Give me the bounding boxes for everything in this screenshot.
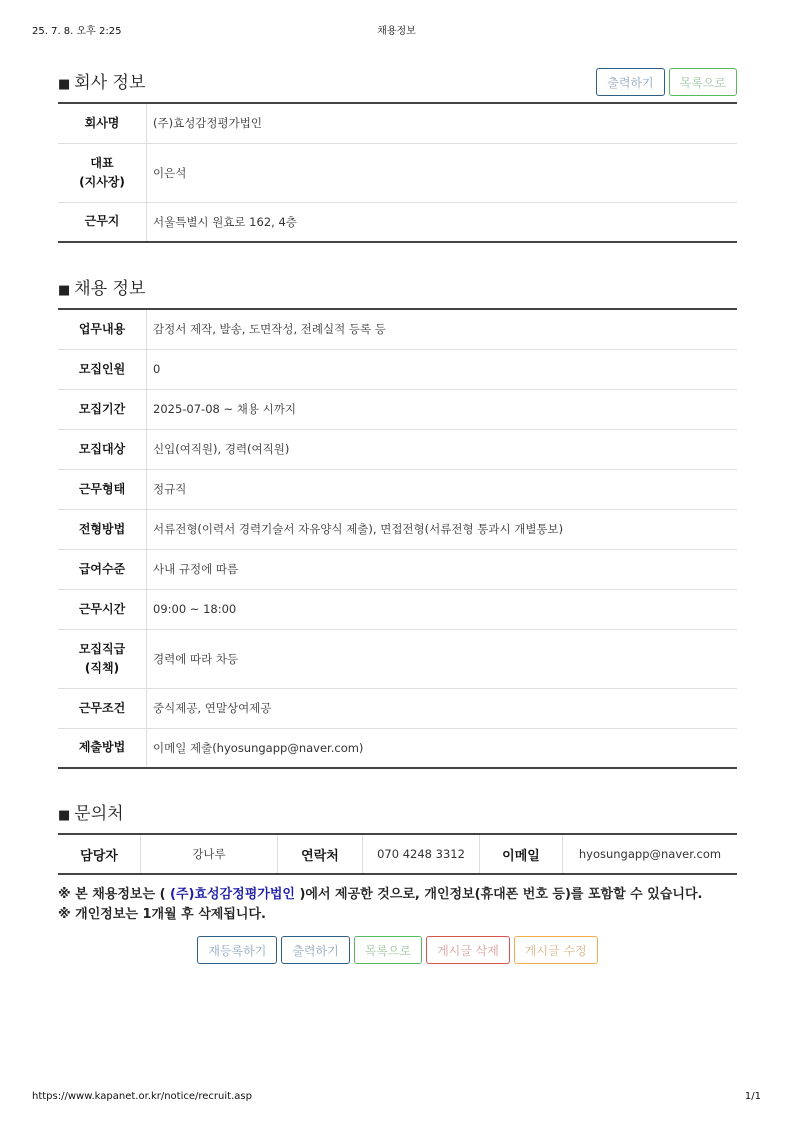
row-label: 대표 (지사장) [58, 143, 147, 202]
table-row [58, 629, 737, 688]
table-row [58, 834, 737, 874]
row-label: 근무조건 [58, 688, 147, 728]
row-label: 모집인원 [58, 349, 147, 389]
manager-label: 담당자 [58, 834, 141, 874]
row-label: 모집직급 (직책) [58, 629, 147, 688]
company-head-buttons [596, 68, 737, 96]
row-value: 중식제공, 연말상여제공 [147, 688, 738, 728]
row-value: 이메일 제출(hyosungapp@naver.com) [153, 740, 364, 755]
edit-post-button[interactable]: 게시글 수정 [514, 936, 598, 964]
row-label: 업무내용 [58, 309, 147, 349]
company-info-table [58, 102, 737, 243]
print-header [32, 22, 761, 36]
row-label: 근무형태 [58, 469, 147, 509]
table-row [58, 202, 737, 242]
square-bullet-icon: ■ [58, 77, 71, 92]
contact-section-head [58, 795, 737, 833]
table-row [58, 688, 737, 728]
print-button-bottom[interactable]: 출력하기 [281, 936, 349, 964]
row-value: 감정서 제작, 발송, 도면작성, 전례실적 등록 등 [147, 309, 738, 349]
recruit-content [58, 64, 737, 964]
row-value: 정규직 [147, 469, 738, 509]
square-bullet-icon: ■ [58, 283, 71, 298]
recruit-section-title: ■ 채용 정보 [58, 279, 146, 299]
email-label: 이메일 [480, 834, 563, 874]
row-label: 근무시간 [58, 589, 147, 629]
phone-value: 070 4248 3312 [363, 834, 480, 874]
contact-table [58, 833, 737, 875]
row-value: 이은석 [147, 143, 738, 202]
notice-company: (주)효성감정평가법인 [170, 887, 295, 902]
table-row [58, 728, 737, 768]
back-to-list-button-bottom[interactable]: 목록으로 [354, 936, 422, 964]
table-row [58, 309, 737, 349]
row-label: 회사명 [58, 103, 147, 143]
square-bullet-icon: ■ [58, 808, 71, 823]
company-section-head [58, 64, 737, 102]
print-footer [32, 1091, 761, 1105]
row-label: 모집대상 [58, 429, 147, 469]
row-label: 제출방법 [58, 728, 147, 768]
row-label: 전형방법 [58, 509, 147, 549]
contact-section-title: ■ 문의처 [58, 804, 124, 824]
table-row [58, 589, 737, 629]
recruit-info-table [58, 308, 737, 769]
row-label: 급여수준 [58, 549, 147, 589]
print-title: 채용정보 [377, 26, 416, 37]
privacy-notice [58, 885, 737, 925]
row-value: 사내 규정에 따름 [147, 549, 738, 589]
row-value: 09:00 ~ 18:00 [147, 589, 738, 629]
phone-label: 연락처 [278, 834, 363, 874]
row-value: 서울특별시 원효로 162, 4층 [153, 214, 297, 229]
row-value: 신입(여직원), 경력(여직원) [147, 429, 738, 469]
manager-value: 강나루 [141, 834, 278, 874]
row-label: 모집기간 [58, 389, 147, 429]
print-button[interactable]: 출력하기 [596, 68, 664, 96]
table-row [58, 549, 737, 589]
notice-line-2: ※ 개인정보는 1개월 후 삭제됩니다. [58, 907, 266, 922]
table-row [58, 389, 737, 429]
table-row [58, 103, 737, 143]
row-value: 서류전형(이력서 경력기술서 자유양식 제출), 면접전형(서류전형 통과시 개별통보) [147, 509, 738, 549]
row-value: 2025-07-08 ~ 채용 시까지 [147, 389, 738, 429]
company-section-title: ■ 회사 정보 [58, 73, 146, 93]
row-value: (주)효성감정평가법인 [147, 103, 738, 143]
row-label: 근무지 [58, 202, 147, 242]
email-value: hyosungapp@naver.com [578, 847, 722, 861]
table-row [58, 469, 737, 509]
back-to-list-button[interactable]: 목록으로 [669, 68, 737, 96]
print-page-number: 1/1 [744, 1091, 761, 1102]
table-row [58, 509, 737, 549]
print-url: https://www.kapanet.or.kr/notice/recruit.asp [32, 1091, 252, 1102]
table-row [58, 143, 737, 202]
recruit-section-head [58, 270, 737, 308]
notice-line-1: ※ 본 채용정보는 ( (주)효성감정평가법인 )에서 제공한 것으로, 개인정보(휴대폰 번호 등)를 포함할 수 있습니다. [58, 887, 703, 902]
print-date: 25. 7. 8. 오후 2:25 [32, 26, 122, 37]
row-value: 0 [147, 349, 738, 389]
row-value: 경력에 따라 차등 [147, 629, 738, 688]
delete-post-button[interactable]: 게시글 삭제 [426, 936, 510, 964]
reregister-button[interactable]: 재등록하기 [197, 936, 277, 964]
table-row [58, 429, 737, 469]
bottom-buttons [58, 936, 737, 964]
table-row [58, 349, 737, 389]
